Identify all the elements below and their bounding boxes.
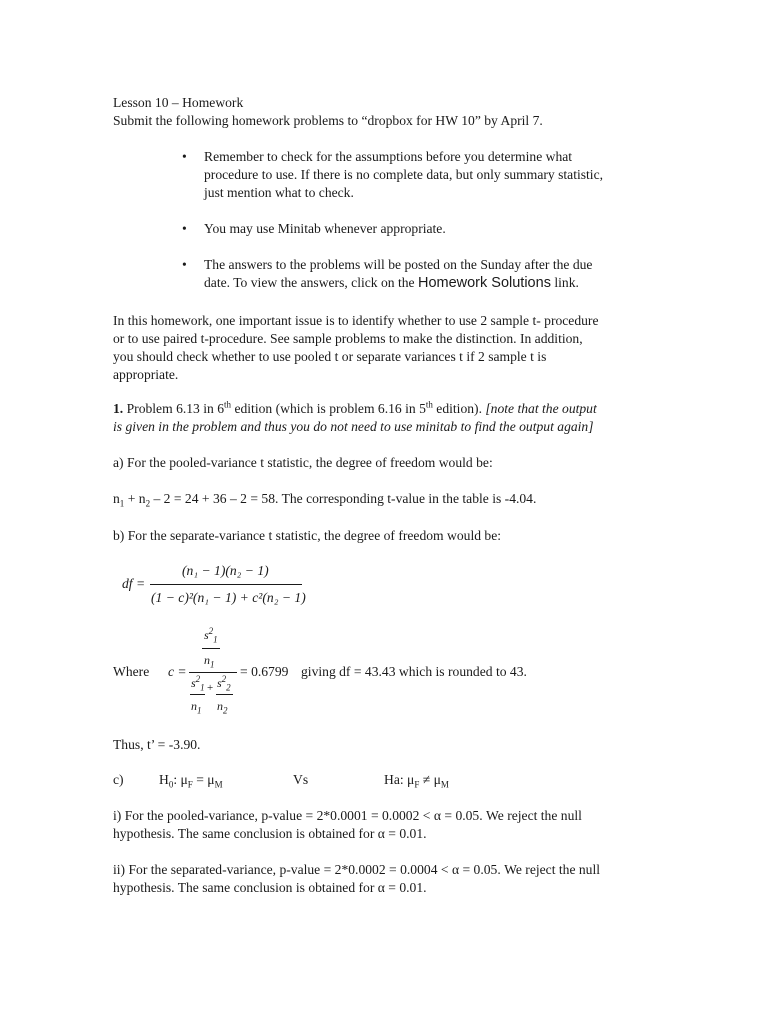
homework-solutions-link[interactable]: Homework Solutions: [417, 275, 551, 291]
problem-note: [note that the output: [485, 401, 597, 416]
s1-squared: $s^2_1$: [204, 626, 218, 645]
n1: $n_1$: [204, 653, 215, 670]
alternative-hypothesis: Ha: $\mu_F \ne \mu_M$: [384, 772, 449, 790]
problem-1-heading: 1. Problem 6.13 in 6th edition (which is problem 6.16 in 5th edition). [note that the output is given in the problem and thus you do not need to use minitab to find the output again]: [113, 399, 597, 434]
null-hypothesis: $H_0$: $\mu_F = \mu_M$: [159, 772, 223, 790]
hypotheses: c) $H_0$: $\mu_F = \mu_M$ Vs Ha: $\mu_F \ne \mu_M$: [113, 772, 449, 790]
submit-instructions: Submit the following homework problems to “dropbox for HW 10” by April 7.: [113, 113, 543, 128]
t-prime-result: Thus, t’ = -3.90.: [113, 737, 201, 752]
intro-paragraph: In this homework, one important issue is to identify whether to use 2 sample t- procedure or to use paired t-procedure. See sample problems to make the distinction. In addition, you should check whether to use pooled t or separate variances t if 2 sample t is appropriate.: [113, 313, 599, 382]
c-value: = 0.6799: [240, 664, 289, 679]
part-ii-paragraph: ii) For the separated-variance, p-value = 2*0.0002 = 0.0004 < α = 0.05. We reject the null hypothesis. The same conclusion is obtained for α = 0.01.: [113, 862, 601, 895]
bullet-line: procedure to use. If there is no complete data, but only summary statistic,: [204, 167, 604, 182]
bullet-line: just mention what to check.: [204, 185, 354, 200]
document-page: Lesson 10 – Homework Submit the following homework problems to “dropbox for HW 10” by April 7. • Remember to check for the assumptions before you determine what procedure to use. If there is no complete data, but only summary statistic, just mention what to check. • You may use Minitab whenever appropriate. • The answers to the problems will be posted on the Sunday after the due date. To view the answers, click on the Homework Solutions link. In this homework, one important issue is to identify whether to use 2 sample t- procedure or to use paired t-procedure. See sample problems to make the distinction. In addition, you should check whether to use pooled t or separate variances t if 2 sample t is appropriate. 1. Problem 6.13 in 6th edition (which is problem 6.16 in 5th edition). [note that the output is given in the problem and thus you do not need to use minitab to find the output again] a) For the pooled-variance t statistic, the degree of freedom would be: $n_1 + n_2 - 2 = 24 + 36 - 2 = 58$. The corresponding t-value in the table is -4.04. b) For the separate-variance t statistic, the degree of freedom would be: df = (n₁ − 1)(n₂ − 1) (1 − c)²(n₁ − 1) + c²(n₂ − 1) Where c = $s^2_1$ $n_1$ $s^2_1$ + $s^2_2$ $n_1$ $n_2$ = 0.6799 giving df = 43.43 which is rounded to 43. Thus, t’ = -3.90. c) $H_0$: $\mu_F = \mu_M$ Vs Ha: $\mu_F \ne \mu_M$ i) For the pooled-variance, p-value = 2*0.0001 = 0.0002 < α = 0.05. We reject the null hypothesis. The same conclusion is obtained for α = 0.01. ii) For the separated-variance, p-value = 2*0.0002 = 0.0004 < α = 0.05. We reject the null hypothesis. The same conclusion is obtained for α = 0.01.: [0, 0, 768, 1024]
part-b-label: b) For the separate-variance t statistic, the degree of freedom would be:: [113, 528, 502, 543]
bullet-line: You may use Minitab whenever appropriate.: [204, 221, 446, 236]
df-numerator: (n₁ − 1)(n₂ − 1): [182, 563, 269, 578]
bullet-icon: •: [182, 257, 187, 272]
c-formula: Where c = $s^2_1$ $n_1$ $s^2_1$ + $s^2_2$ $n_1$ $n_2$ = 0.6799 giving df = 43.43 which is rounded to 43.: [113, 626, 527, 716]
bullet-line: Remember to check for the assumptions before you determine what: [204, 149, 573, 164]
lesson-title: Lesson 10 – Homework: [113, 95, 244, 110]
bullet-icon: •: [182, 149, 187, 164]
part-a-label: a) For the pooled-variance t statistic, the degree of freedom would be:: [113, 455, 493, 470]
df-result: giving df = 43.43 which is rounded to 43.: [301, 664, 527, 679]
bullet-line: The answers to the problems will be posted on the Sunday after the due: [204, 257, 593, 272]
problem-number: 1.: [113, 401, 124, 416]
df-denominator: (1 − c)²(n₁ − 1) + c²(n₂ − 1): [151, 590, 306, 605]
bullet-icon: •: [182, 221, 187, 236]
fraction-bar: [189, 672, 237, 673]
part-i-paragraph: i) For the pooled-variance, p-value = 2*0.0001 = 0.0002 < α = 0.05. We reject the null hypothesis. The same conclusion is obtained for α = 0.01.: [113, 808, 582, 841]
df-formula: df = (n₁ − 1)(n₂ − 1) (1 − c)²(n₁ − 1) + c²(n₂ − 1): [122, 563, 306, 605]
fraction-bar: [150, 584, 302, 585]
part-a-calculation: $n_1 + n_2 - 2 = 24 + 36 - 2 = 58$. The corresponding t-value in the table is -4.04.: [113, 491, 537, 509]
